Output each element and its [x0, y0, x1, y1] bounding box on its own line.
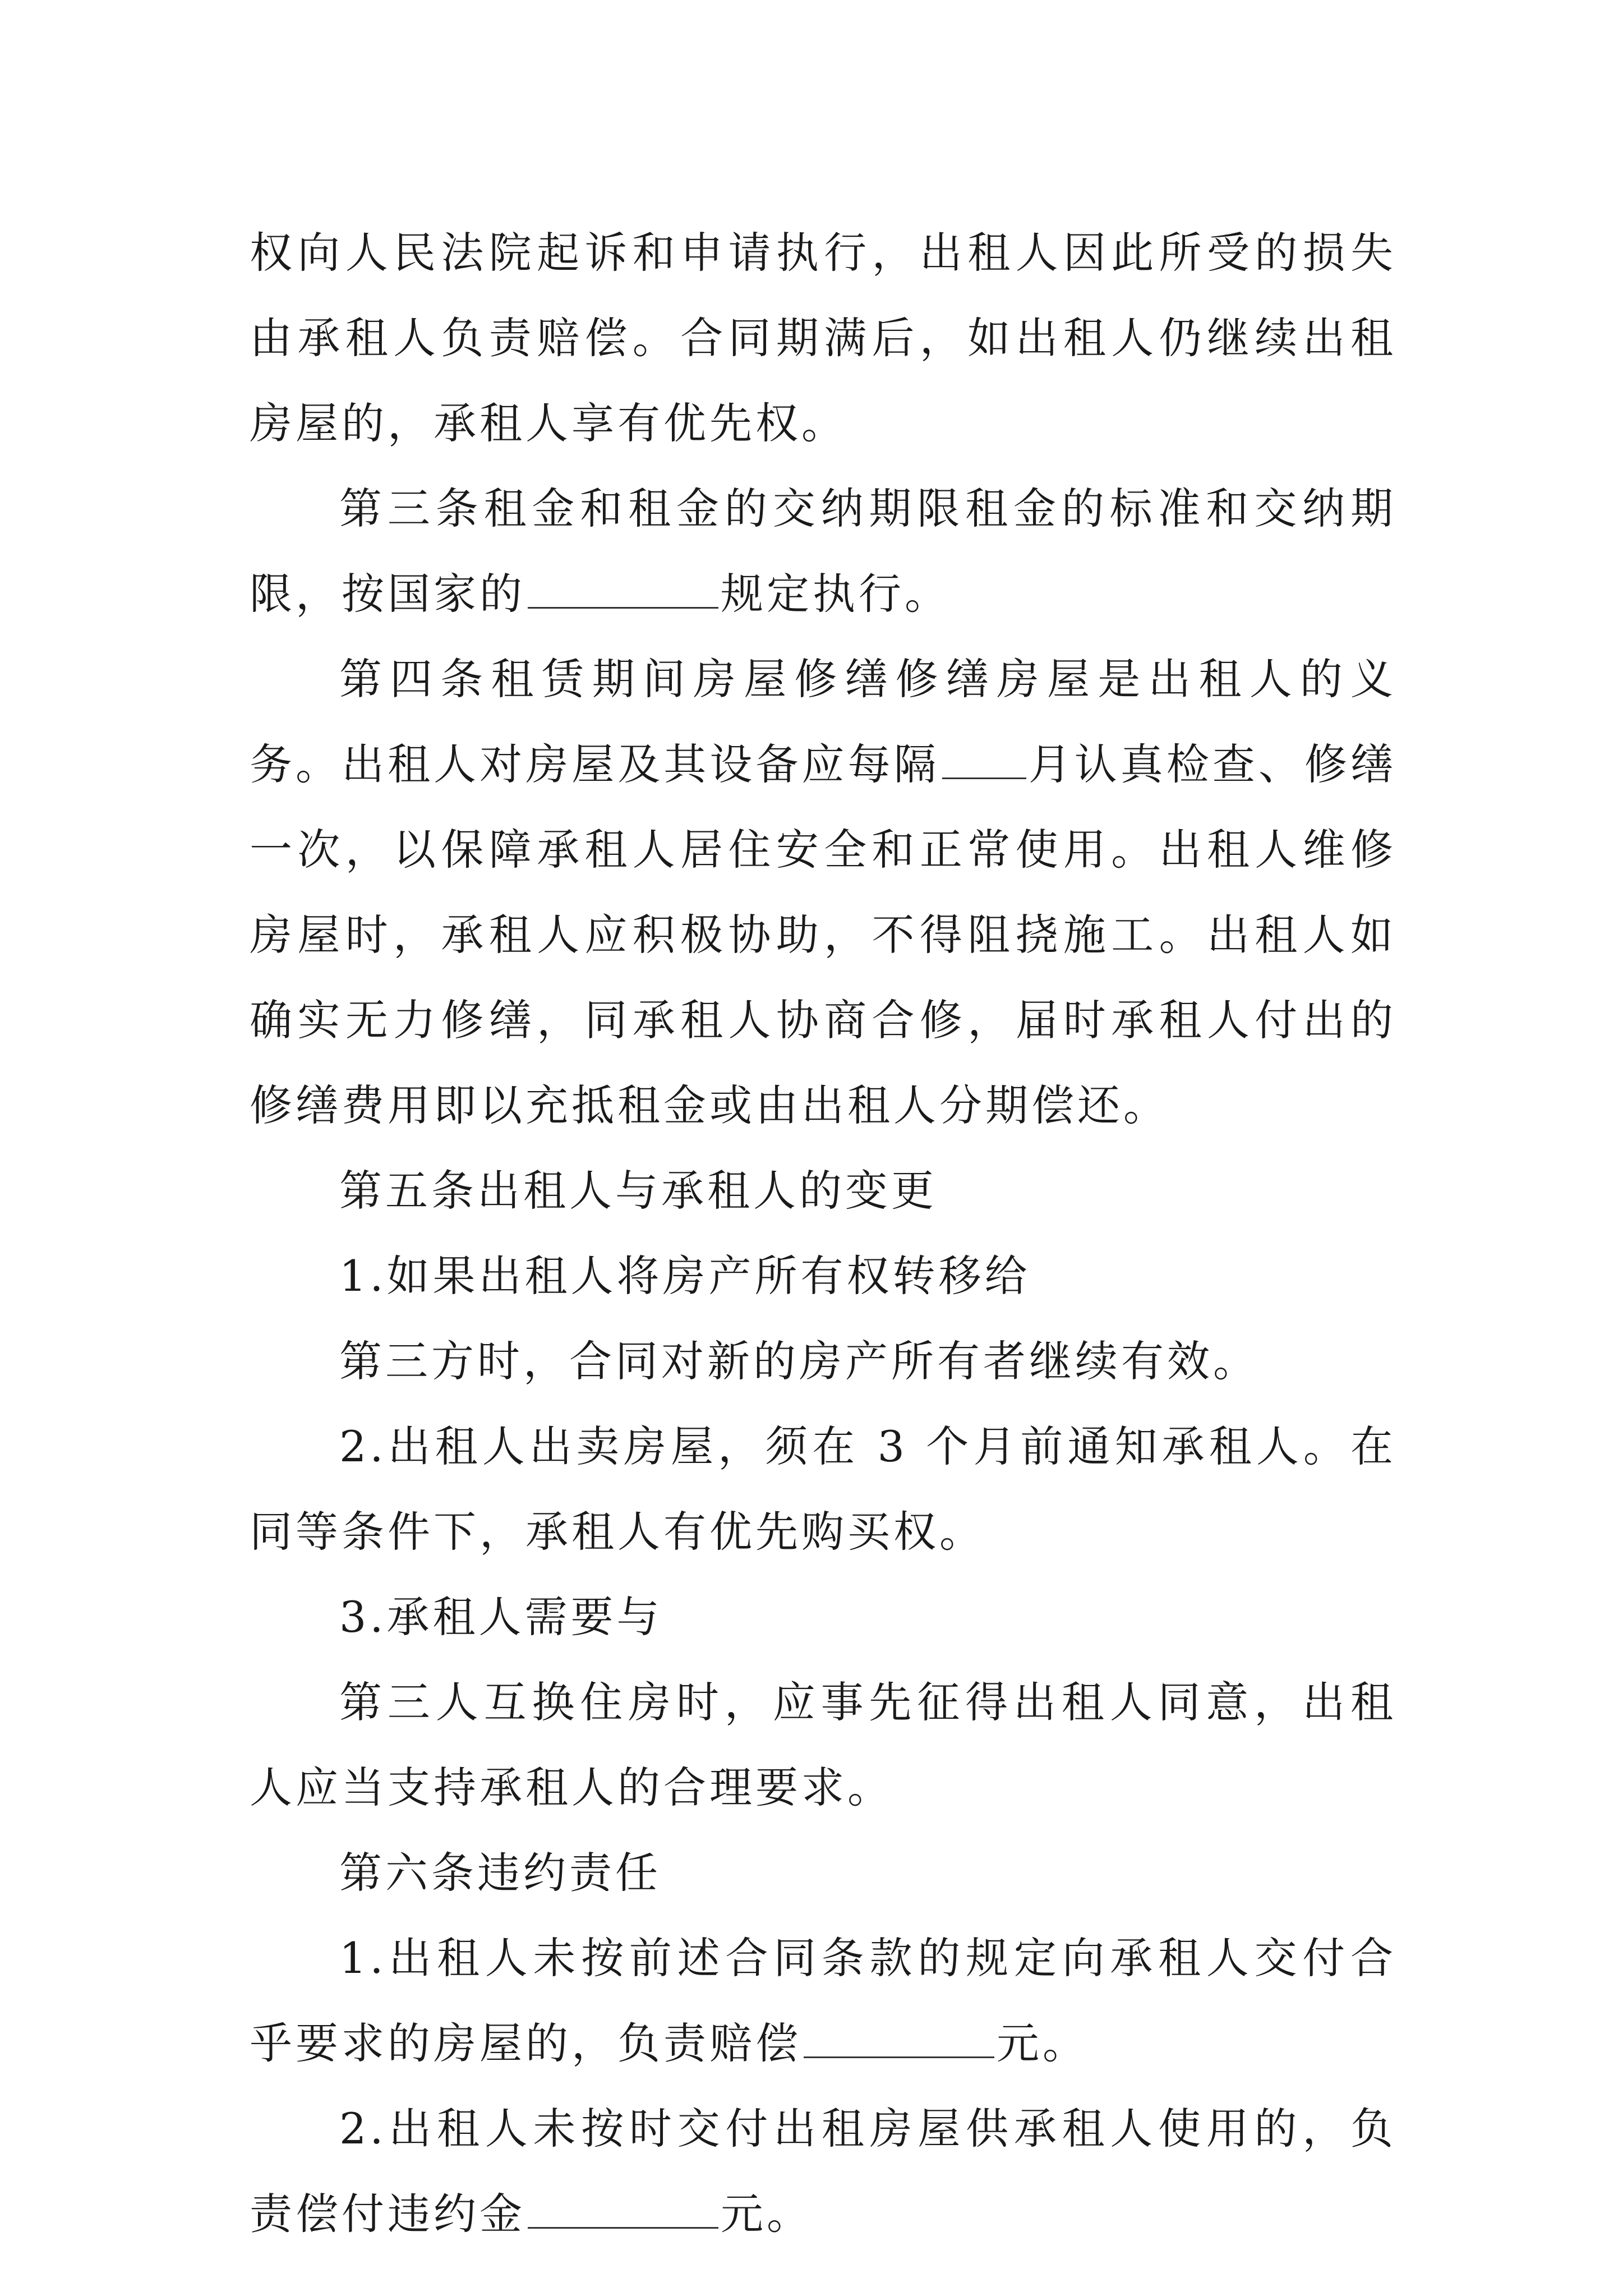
paragraph-article-6-item-2 — [250, 2086, 1396, 2257]
paragraph-article-5-item-2 — [250, 1404, 1396, 1575]
paragraph-text: 第三人互换住房时，应事先征得出租人同意，出租人应当支持承租人的合理要求。 — [250, 1677, 1396, 1812]
paragraph-text: 第三方时，合同对新的房产所有者继续有效。 — [339, 1336, 1259, 1386]
fill-in-blank — [528, 2193, 718, 2229]
paragraph-text: 第五条出租人与承租人的变更 — [339, 1166, 937, 1216]
paragraph-article-5-item-1-cont — [250, 1319, 1396, 1404]
fill-in-blank — [528, 573, 718, 609]
paragraph-article-5-item-1 — [250, 1234, 1396, 1319]
fill-in-blank — [942, 744, 1026, 779]
paragraph-text: 2.出租人未按时交付出租房屋供承租人使用的，负责偿付违约金 — [250, 2104, 1396, 2239]
paragraph-text: 元。 — [997, 2018, 1089, 2068]
paragraph-article-5-item-3 — [250, 1575, 1396, 1660]
paragraph-article-6-item-1 — [250, 1916, 1396, 2086]
document-body — [250, 210, 1396, 2257]
paragraph-text: 权向人民法院起诉和申请执行，出租人因此所受的损失由承租人负责赔偿。合同期满后，如出租人仍继续出租房屋的，承租人享有优先权。 — [250, 228, 1396, 448]
paragraph-article-4 — [250, 637, 1396, 1148]
paragraph-text: 规定执行。 — [721, 569, 951, 619]
paragraph-text: 1.出租人未按前述合同条款的规定向承租人交付合乎要求的房屋的，负责赔偿 — [250, 1933, 1396, 2068]
paragraph-text: 2.出租人出卖房屋，须在 3 个月前通知承租人。在同等条件下，承租人有优先购买权。 — [250, 1421, 1396, 1557]
paragraph-text: 第四条租赁期间房屋修缮修缮房屋是出租人的义务。出租人对房屋及其设备应每隔 — [250, 654, 1396, 789]
paragraph-article-5-heading — [250, 1148, 1396, 1234]
paragraph-article-6-heading — [250, 1830, 1396, 1916]
paragraph-text: 第三条租金和租金的交纳期限租金的标准和交纳期限，按国家的 — [250, 484, 1396, 619]
paragraph-text: 1.如果出租人将房产所有权转移给 — [339, 1251, 1031, 1301]
paragraph-article-3 — [250, 466, 1396, 637]
fill-in-blank — [804, 2023, 994, 2058]
paragraph-article-5-item-3-cont — [250, 1660, 1396, 1830]
paragraph-text: 月认真检查、修缮一次，以保障承租人居住安全和正常使用。出租人维修房屋时，承租人应积极协助，不得阻挠施工。出租人如确实无力修缮，同承租人协商合修，届时承租人付出的修缮费用即以充抵租金或由出租人分期偿还。 — [250, 739, 1397, 1130]
paragraph-text: 元。 — [721, 2189, 813, 2239]
paragraph-continuation — [250, 210, 1396, 466]
paragraph-text: 第六条违约责任 — [339, 1848, 661, 1898]
paragraph-text: 3.承租人需要与 — [339, 1592, 663, 1642]
